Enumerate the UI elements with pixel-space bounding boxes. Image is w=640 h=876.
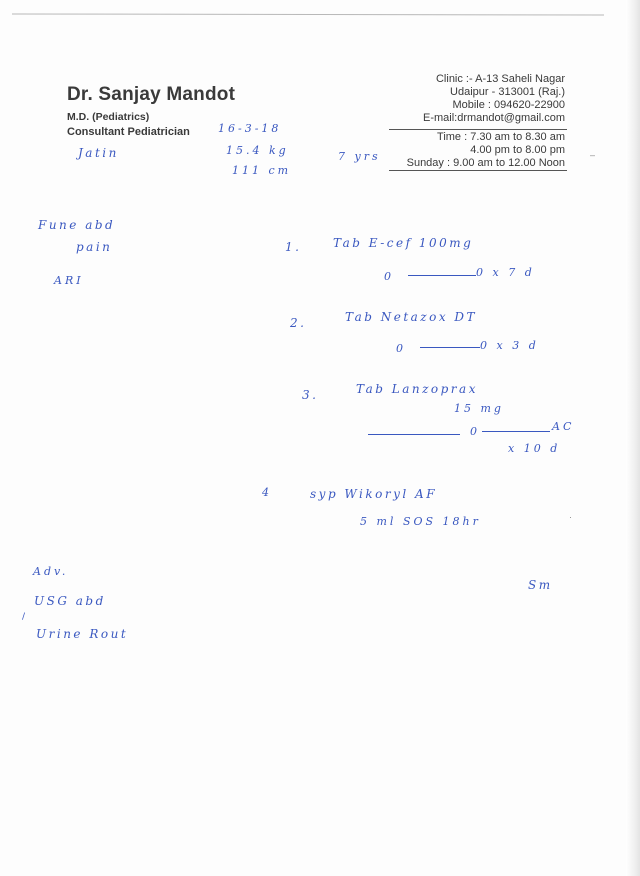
doctor-signature: Sm xyxy=(528,578,553,592)
stray-dot-mark: · xyxy=(569,512,572,522)
paper-edge-shadow xyxy=(626,0,640,876)
clinic-email-line: E-mail:drmandot@gmail.com xyxy=(423,112,565,124)
patient-name: Jatin xyxy=(78,146,119,160)
advice-label: Adv. xyxy=(33,565,69,578)
header-divider-bottom xyxy=(389,170,567,171)
complaint-line-2: pain xyxy=(76,240,113,254)
margin-dash-mark: – xyxy=(590,150,596,160)
rx-3-dose-line-right xyxy=(482,431,550,432)
doctor-title: Consultant Pediatrician xyxy=(67,126,190,138)
patient-height: 111 cm xyxy=(232,164,292,177)
rx-1-drug: Tab E-cef 100mg xyxy=(333,236,474,250)
patient-age: 7 yrs xyxy=(338,150,381,163)
clinic-city-line: Udaipur - 313001 (Raj.) xyxy=(450,86,565,98)
doctor-name: Dr. Sanjay Mandot xyxy=(67,84,236,105)
timing-evening: 4.00 pm to 8.00 pm xyxy=(470,144,565,156)
clinic-address-block xyxy=(423,73,565,125)
doctor-degree: M.D. (Pediatrics) xyxy=(67,111,150,123)
clinic-mobile-line: Mobile : 094620-22900 xyxy=(452,99,565,111)
rx-1-number: 1. xyxy=(285,240,302,254)
rx-4-drug: syp Wikoryl AF xyxy=(310,487,438,501)
timing-morning: Time : 7.30 am to 8.30 am xyxy=(437,131,565,143)
advice-item-2: Urine Rout xyxy=(36,627,129,641)
rx-1-dose-right: 0 x 7 d xyxy=(476,266,535,279)
patient-weight: 15.4 kg xyxy=(226,144,289,157)
rx-3-strength: 15 mg xyxy=(454,402,504,415)
advice-item-1: USG abd xyxy=(34,594,106,608)
complaint-line-1: Fune abd xyxy=(38,218,116,232)
rx-3-duration: x 10 d xyxy=(508,442,561,455)
visit-date: 16-3-18 xyxy=(218,122,282,135)
header-divider-top xyxy=(389,129,567,130)
rx-4-number: 4 xyxy=(262,486,272,499)
clinic-timing-block xyxy=(407,131,565,170)
rx-2-drug: Tab Netazox DT xyxy=(345,310,478,324)
rx-3-dose-line-left xyxy=(368,434,460,435)
rx-4-dose: 5 ml SOS 18hr xyxy=(360,515,481,528)
rx-3-number: 3. xyxy=(302,388,319,402)
rx-2-dose-line xyxy=(420,347,480,348)
rx-2-dose-right: 0 x 3 d xyxy=(480,339,539,352)
complaint-line-3: ARI xyxy=(54,274,84,287)
rx-2-dose-left: 0 xyxy=(396,342,406,355)
rx-1-dose-left: 0 xyxy=(384,270,394,283)
timing-sunday: Sunday : 9.00 am to 12.00 Noon xyxy=(406,157,565,169)
rx-3-timing: AC xyxy=(552,420,575,433)
rx-1-dose-line xyxy=(408,275,476,276)
rx-3-dose: 0 xyxy=(470,425,480,438)
rx-3-drug: Tab Lanzoprax xyxy=(356,382,478,396)
rx-2-number: 2. xyxy=(290,316,307,330)
advice-bracket-mark: / xyxy=(22,612,26,622)
clinic-address-line: Clinic :- A-13 Saheli Nagar xyxy=(435,73,565,85)
